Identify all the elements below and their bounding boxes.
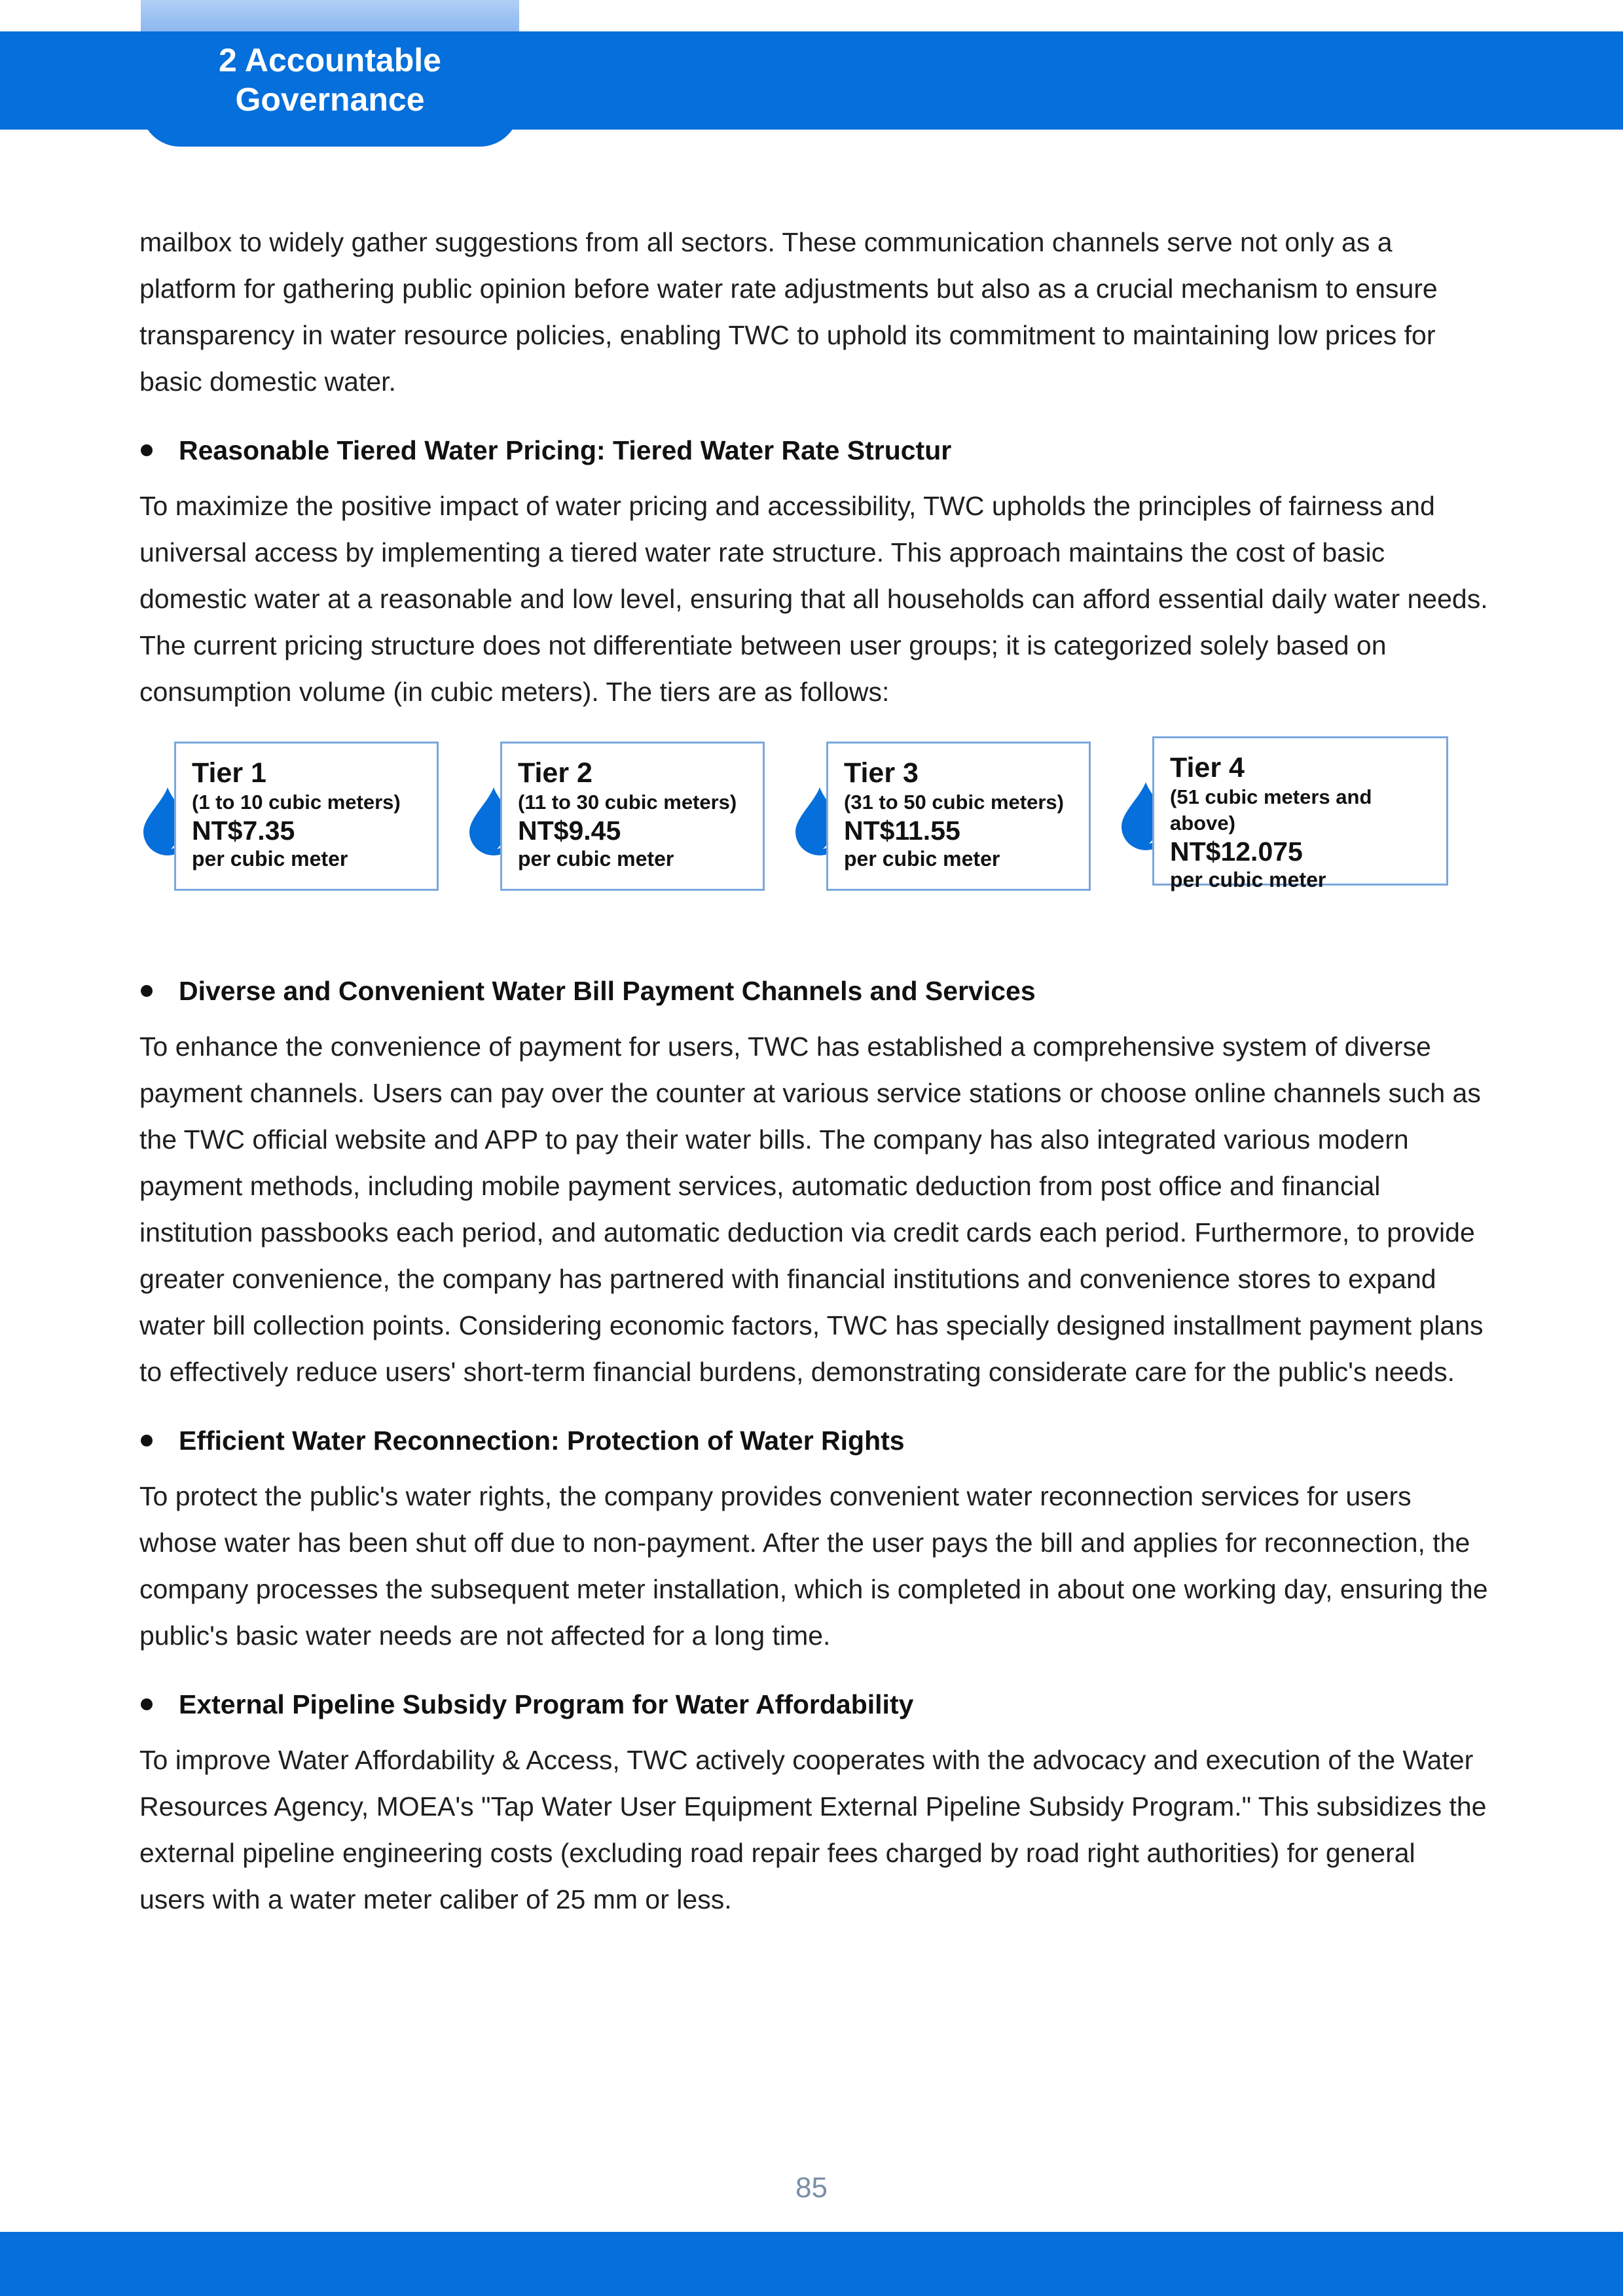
section-title-line2: Governance <box>235 81 425 118</box>
bullet-icon <box>141 1698 153 1710</box>
bullet-icon <box>141 985 153 997</box>
section-body-payment-channels: To enhance the convenience of payment for users, TWC has established a comprehensive system of diverse payment channels. Users can pay over the counter at various service stations or choose online channels such as the TWC official website and APP to pay their water bills. The company has also integrated various modern payment methods, including mobile payment services, automatic deduction from post office and financial institution passbooks each period, and automatic deduction via credit cards each period. Furthermore, to provide greater convenience, the company has partnered with financial institutions and convenience stores to expand water bill collection points. Considering economic factors, TWC has specially designed installment payment plans to effectively reduce users' short-term financial burdens, demonstrating considerate care for the public's needs. <box>139 1031 1484 1387</box>
tier-name: Tier 2 <box>518 757 593 789</box>
tier-range: (51 cubic meters and above) <box>1170 785 1372 834</box>
tier-price: NT$7.35 <box>192 816 295 846</box>
tier-price: NT$12.075 <box>1170 836 1303 867</box>
tier-unit: per cubic meter <box>518 847 674 870</box>
tier-unit: per cubic meter <box>1170 868 1326 891</box>
tier-box <box>826 742 1091 891</box>
tier-range: (31 to 50 cubic meters) <box>844 791 1064 814</box>
intro-paragraph: mailbox to widely gather suggestions from all sectors. These communication channels serve not only as a platform for gathering public opinion before water rate adjustments but also as a crucial mechanism to ensure transparency in water resource policies, enabling TWC to uphold its commitment to maintaining low prices for basic domestic water. <box>139 227 1438 397</box>
heading-text: Efficient Water Reconnection: Protection of Water Rights <box>179 1426 905 1456</box>
tier-name: Tier 4 <box>1170 752 1245 783</box>
tier-unit: per cubic meter <box>844 847 1000 870</box>
page-content <box>139 219 1488 1923</box>
tier-box <box>1152 736 1448 891</box>
tier-name: Tier 1 <box>192 757 266 789</box>
section-body-tiered-pricing: To maximize the positive impact of water pricing and accessibility, TWC upholds the principles of fairness and universal access by implementing a tiered water rate structure. This approach maintains the cost of basic domestic water at a reasonable and low level, ensuring that all households can afford essential daily water needs. The current pricing structure does not differentiate between user groups; it is categorized solely based on consumption volume (in cubic meters). The tiers are as follows: <box>139 491 1488 707</box>
section-heading-payment-channels <box>139 968 1488 1014</box>
section-body-pipeline-subsidy: To improve Water Affordability & Access, TWC actively cooperates with the advocacy and execution of the Water Resources Agency, MOEA's "Tap Water User Equipment External Pipeline Subsidy Program." This subsidizes the external pipeline engineering costs (excluding road repair fees charged by road right authorities) for general users with a water meter caliber of 25 mm or less. <box>139 1745 1487 1914</box>
section-tab-highlight <box>141 0 519 31</box>
section-title-line1: 2 Accountable <box>219 42 441 79</box>
tier-name: Tier 3 <box>844 757 919 789</box>
section-heading-pipeline-subsidy <box>139 1681 1488 1728</box>
tier-box <box>500 742 765 891</box>
section-title <box>141 41 519 119</box>
section-heading-water-reconnection <box>139 1418 1488 1464</box>
tier-cards <box>139 742 1488 951</box>
heading-text: Diverse and Convenient Water Bill Payment Channels and Services <box>179 976 1036 1006</box>
section-heading-tiered-pricing <box>139 427 1488 474</box>
tier-box <box>174 742 439 891</box>
bullet-icon <box>141 444 153 456</box>
tier-price: NT$11.55 <box>844 816 960 846</box>
tier-price: NT$9.45 <box>518 816 621 846</box>
heading-text: Reasonable Tiered Water Pricing: Tiered Water Rate Structur <box>179 435 952 465</box>
bullet-icon <box>141 1435 153 1446</box>
heading-text: External Pipeline Subsidy Program for Water Affordability <box>179 1689 914 1719</box>
tier-range: (11 to 30 cubic meters) <box>518 791 737 814</box>
tier-unit: per cubic meter <box>192 847 348 870</box>
tier-range: (1 to 10 cubic meters) <box>192 791 401 814</box>
footer-band <box>0 2232 1623 2296</box>
section-body-water-reconnection: To protect the public's water rights, the company provides convenient water reconnection services for users whose water has been shut off due to non-payment. After the user pays the bill and applies for reconnection, the company processes the subsequent meter installation, which is completed in about one working day, ensuring the public's basic water needs are not affected for a long time. <box>139 1481 1488 1651</box>
page-number: 85 <box>795 2172 828 2204</box>
